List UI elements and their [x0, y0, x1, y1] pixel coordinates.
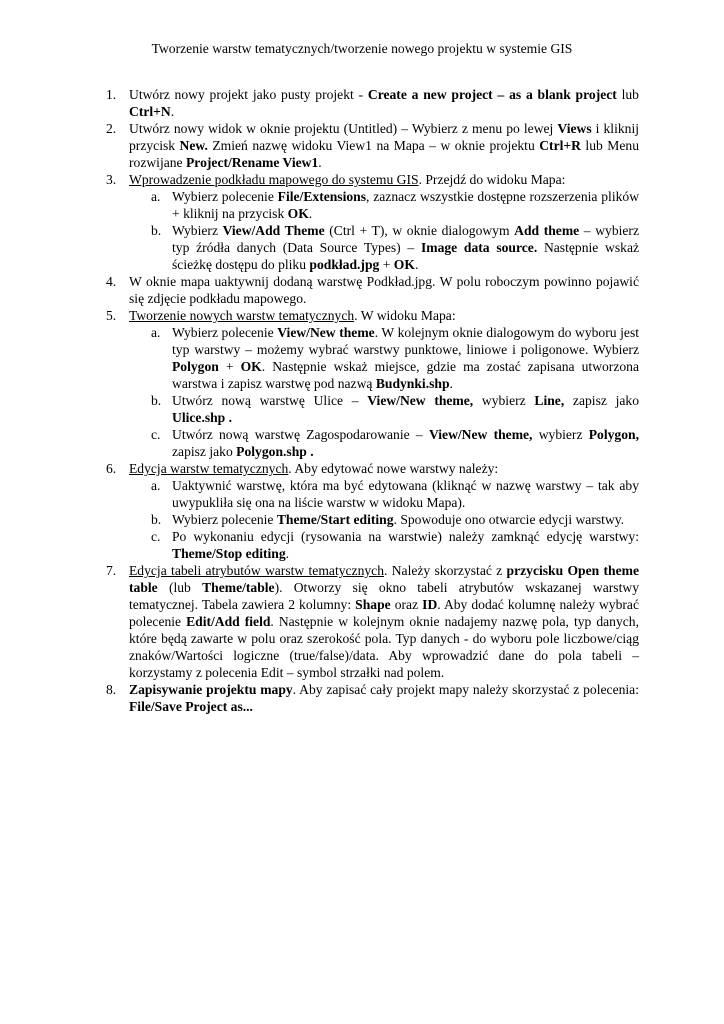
bold-text: File/Save Project as...	[129, 699, 253, 714]
list-item	[0, 86, 639, 120]
section-heading-text: Tworzenie nowych warstw tematycznych	[129, 308, 355, 323]
body-text: . Następnie w kolejnym oknie nadajemy nazwę pola, typ danych, które będą zawarte w polu oraz szerokość pola. Typ danych - do wyboru pole liczbowe/ciąg znaków/Wartości logiczne (true/false)/data. Aby wprowadzić dane do pola tabeli – korzystamy z polecenia Edit – symbol strzałki nad polem.	[129, 614, 639, 680]
bold-text: przycisku Open theme table	[129, 563, 639, 595]
sub-list-item-text	[172, 477, 639, 511]
body-text: lub	[616, 87, 639, 102]
list-number: 3.	[106, 172, 117, 187]
list-number: 6.	[106, 461, 117, 476]
body-text: .	[318, 155, 322, 170]
body-text: Utwórz nową warstwę Ulice –	[172, 393, 368, 408]
sub-list-letter: c.	[151, 529, 161, 544]
sub-list-item	[151, 188, 640, 222]
bold-text: Line,	[534, 393, 565, 408]
instruction-list	[0, 86, 639, 715]
sub-list-item-text	[172, 392, 639, 426]
bold-text: Budynki.shp	[375, 376, 450, 391]
list-item	[0, 273, 639, 307]
list-number: 4.	[106, 274, 117, 289]
body-text: Utwórz nowy projekt jako pusty projekt -	[129, 87, 368, 102]
bold-text: ID	[422, 597, 438, 612]
sub-list-item	[151, 477, 639, 511]
list-item-text	[129, 86, 639, 120]
bold-text: Shape	[355, 597, 391, 612]
body-text: Następnie wskaż ścieżkę dostępu do pliku	[172, 240, 640, 272]
sub-list-item-text	[172, 511, 639, 528]
body-text: . Następnie wskaż miejsce, gdzie ma zostać zapisana utworzona warstwa i zapisz warstwę pod nazwą	[172, 359, 639, 391]
list-number: 7.	[106, 563, 117, 578]
body-text: Wybierz polecenie	[172, 189, 278, 204]
list-item-text	[129, 120, 639, 171]
sub-list-item	[151, 392, 639, 426]
body-text: . W kolejnym oknie dialogowym do wyboru jest typ warstwy – możemy wybrać warstwy punktowe, liniowe i poligonowe. Wybierz	[172, 325, 640, 357]
sub-list-item	[151, 222, 640, 273]
list-number: 2.	[106, 121, 117, 136]
sub-list-item-text	[172, 188, 639, 222]
sub-list-letter: b.	[151, 223, 162, 238]
sub-list-item	[151, 324, 640, 392]
bold-text: Polygon,	[588, 427, 639, 442]
bold-text: File/Extensions	[277, 189, 367, 204]
section-heading-text: Edycja tabeli atrybutów warstw tematycznych	[129, 563, 385, 578]
body-text: wybierz	[473, 393, 535, 408]
bold-text: podkład.jpg	[309, 257, 380, 272]
bold-text: Polygon.shp .	[236, 444, 314, 459]
sub-list-item	[151, 426, 639, 460]
sub-list-letter: a.	[151, 325, 161, 340]
bold-text: Edit/Add field	[186, 614, 271, 629]
body-text: .	[414, 257, 419, 272]
body-text: +	[379, 257, 394, 272]
body-text: , zaznacz wszystkie dostępne rozszerzenia plików + kliknij na przycisk	[172, 189, 640, 221]
list-item	[0, 171, 639, 273]
sub-list-item	[151, 528, 639, 562]
bold-text: View/New theme,	[367, 393, 474, 408]
body-text: . W widoku Mapa:	[354, 308, 456, 323]
body-text: lub Menu rozwijane	[129, 138, 640, 170]
bold-text: Polygon	[172, 359, 219, 374]
bold-text: Ulice.shp .	[172, 410, 233, 425]
body-text: W oknie mapa uaktywnij dodaną warstwę Podkład.jpg. W polu roboczym powinno pojawić się zdjęcie podkładu mapowego.	[129, 274, 639, 306]
list-item-text	[129, 307, 639, 324]
body-text: oraz	[390, 597, 423, 612]
body-text: Utwórz nowy widok w oknie projektu (Untitled) – Wybierz z menu po lewej	[129, 121, 558, 136]
list-number: 8.	[106, 682, 117, 697]
body-text: .	[308, 206, 313, 221]
body-text: . Należy skorzystać z	[384, 563, 507, 578]
bold-text: Add theme	[514, 223, 580, 238]
sub-list	[129, 477, 639, 562]
body-text: zapisz jako	[564, 393, 639, 408]
sub-list-letter: a.	[151, 189, 161, 204]
sub-list	[129, 324, 639, 460]
bold-text: Ctrl+N	[129, 104, 171, 119]
list-item-text	[129, 273, 639, 307]
bold-text: View/Add Theme	[222, 223, 325, 238]
body-text: Wybierz	[172, 223, 223, 238]
list-item	[0, 460, 639, 562]
list-item-text	[129, 460, 639, 477]
sub-list-letter: b.	[151, 393, 162, 408]
body-text: . Aby dodać kolumnę należy wybrać polecenie	[129, 597, 639, 629]
bold-text: Zapisywanie projektu mapy	[129, 682, 293, 697]
body-text: Wybierz polecenie	[172, 325, 278, 340]
body-text: ). Otworzy się okno tabeli atrybutów wskazanej warstwy tematycznej. Tabela zawiera 2 kolumny:	[129, 580, 639, 612]
sub-list-letter: b.	[151, 512, 162, 527]
list-item	[0, 562, 639, 681]
bold-text: OK	[287, 206, 309, 221]
body-text: Po wykonaniu edycji (rysowania na warstwie) należy zamknąć edycję warstwy:	[172, 529, 639, 544]
sub-list-letter: c.	[151, 427, 161, 442]
list-item-text	[129, 681, 639, 715]
list-item	[0, 120, 639, 171]
bold-text: View/New theme,	[428, 427, 533, 442]
body-text: +	[218, 359, 241, 374]
sub-list-item	[151, 511, 639, 528]
sub-list	[129, 188, 639, 273]
body-text: – wybierz typ źródła danych (Data Source Types) –	[172, 223, 639, 255]
bold-text: Views	[557, 121, 592, 136]
list-item	[0, 307, 639, 460]
bold-text: Create a new project – as a blank project	[367, 87, 617, 102]
body-text: Uaktywnić warstwę, która ma być edytowana (kliknąć w nazwę warstwy – tak aby uwypukliła się ona na liście warstw w widoku Mapa).	[172, 478, 639, 510]
list-item-text	[129, 171, 639, 188]
bold-text: OK	[240, 359, 262, 374]
document-title: Tworzenie warstw tematycznych/tworzenie nowego projektu w systemie GIS	[151, 41, 573, 56]
body-text: zapisz jako	[172, 444, 237, 459]
body-text: Wybierz polecenie	[172, 512, 277, 527]
sub-list-letter: a.	[151, 478, 161, 493]
body-text: . Przejdź do widoku Mapa:	[418, 172, 566, 187]
bold-text: Theme/table	[202, 580, 275, 595]
bold-text: New.	[179, 138, 208, 153]
bold-text: OK	[393, 257, 415, 272]
list-number: 5.	[106, 308, 117, 323]
list-item-text	[129, 562, 639, 681]
sub-list-item-text	[172, 222, 639, 273]
body-text: . Aby edytować nowe warstwy należy:	[288, 461, 499, 476]
body-text: i kliknij przycisk	[129, 121, 640, 153]
body-text: (Ctrl + T), w oknie dialogowym	[324, 223, 515, 238]
body-text: wybierz	[532, 427, 589, 442]
body-text: .	[449, 376, 453, 391]
body-text: Zmień nazwę widoku View1 na Mapa – w oknie projektu	[207, 138, 540, 153]
list-number: 1.	[106, 87, 117, 102]
body-text: . Aby zapisać cały projekt mapy należy skorzystać z polecenia:	[292, 682, 639, 697]
body-text: . Spowoduje ono otwarcie edycji warstwy.	[393, 512, 625, 527]
bold-text: View/New theme	[277, 325, 375, 340]
list-item	[0, 681, 639, 715]
sub-list-item-text	[172, 324, 639, 392]
sub-list-item-text	[172, 426, 639, 460]
bold-text: Theme/Stop editing	[172, 546, 286, 561]
sub-list-item-text	[172, 528, 639, 562]
bold-text: Ctrl+R	[539, 138, 581, 153]
bold-text: Project/Rename View1	[186, 155, 319, 170]
section-heading-text: Wprowadzenie podkładu mapowego do systemu GIS	[129, 172, 419, 187]
body-text: .	[170, 104, 175, 119]
body-text: .	[285, 546, 290, 561]
section-heading-text: Edycja warstw tematycznych	[129, 461, 289, 476]
body-text: Utwórz nową warstwę Zagospodarowanie –	[172, 427, 429, 442]
body-text: (lub	[157, 580, 203, 595]
bold-text: Theme/Start editing	[276, 512, 394, 527]
bold-text: Image data source.	[420, 240, 538, 255]
